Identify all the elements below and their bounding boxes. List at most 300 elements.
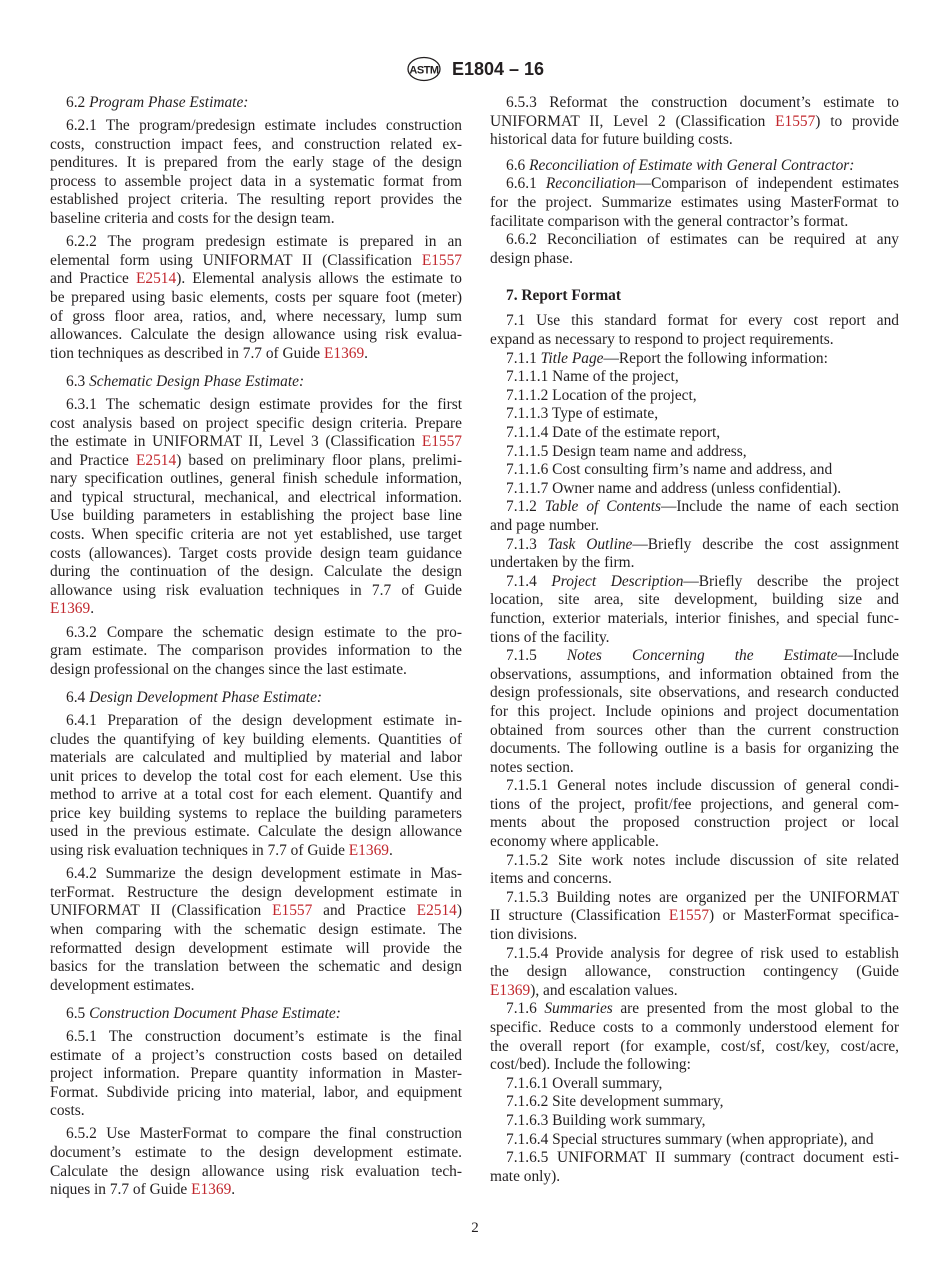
text-run: costs. When specific criteria are not yet established, use target: [50, 526, 462, 544]
text-line: [50, 642, 462, 661]
right-column: [490, 94, 899, 1186]
reference-link[interactable]: E2514: [416, 902, 457, 920]
text-run: the design allowance, construction contingency (Guide: [490, 963, 899, 981]
text-line: [490, 610, 899, 629]
text-line: [490, 907, 899, 926]
text-run: location, site area, site development, building size and: [490, 591, 899, 609]
left-column: [50, 94, 462, 1200]
text-run: 6.2.2 The program predesign estimate is prepared in an: [66, 233, 462, 251]
paragraph: [490, 175, 899, 231]
text-line: [50, 233, 462, 252]
text-line: [490, 852, 899, 871]
paragraph: [490, 852, 899, 889]
text-run: tion divisions.: [490, 926, 578, 944]
text-line: [490, 424, 899, 443]
text-run: basics for the translation between the schematic and design: [50, 958, 462, 976]
text-line: [50, 470, 462, 489]
text-line: [50, 768, 462, 787]
text-run: 6.5: [66, 1004, 90, 1022]
text-line: [50, 977, 462, 996]
text-run: notes section.: [490, 758, 574, 776]
italic-term: Program Phase Estimate:: [89, 94, 249, 111]
text-run: 6.6.2 Reconciliation of estimates can be required at any: [506, 231, 899, 249]
text-run: 6.3.1 The schematic design estimate provides for the first: [66, 395, 462, 413]
paragraph: [50, 624, 462, 680]
text-run: for the project. Summarize estimates using MasterFormat to: [490, 193, 899, 211]
text-line: [490, 926, 899, 945]
italic-term: Reconciliation: [545, 175, 636, 193]
text-line: [50, 958, 462, 977]
page-number: 2: [471, 1220, 479, 1236]
text-run: 6.4.2 Summarize the design development estimate in Mas-: [66, 865, 462, 883]
paragraph: [490, 1112, 899, 1131]
text-run: 6.5.3 Reformat the construction document’s estimate to: [506, 94, 899, 111]
text-run: materials are calculated and multiplied by material and labor: [50, 749, 462, 767]
paragraph: [490, 424, 899, 443]
paragraph: [490, 387, 899, 406]
text-line: [50, 117, 462, 136]
text-run: baseline criteria and costs for the design team.: [50, 210, 335, 228]
text-run: 7.1.1.5 Design team name and address,: [506, 442, 747, 460]
text-line: [490, 833, 899, 852]
text-run: ). Elemental analysis allows the estimate to: [176, 270, 462, 288]
text-line: [50, 326, 462, 345]
paragraph: [490, 889, 899, 945]
text-line: [490, 963, 899, 982]
text-run: established project criteria. The resulting report provides the: [50, 191, 462, 209]
text-run: and Practice: [50, 270, 136, 288]
text-line: [490, 591, 899, 610]
paragraph: [490, 1000, 899, 1074]
text-run: 7.1.6.5 UNIFORMAT II summary (contract document esti-: [506, 1149, 899, 1167]
text-run: unit prices to develop the total cost for each element. Use this: [50, 767, 462, 785]
svg-text:ASTM: ASTM: [409, 64, 439, 77]
text-run: .: [231, 1181, 236, 1199]
text-line: [50, 1102, 462, 1121]
text-line: [490, 194, 899, 213]
text-run: 7.1.5.2 Site work notes include discussion of site related: [506, 851, 899, 869]
document-designation: E1804 – 16: [451, 58, 545, 79]
text-run: items and concerns.: [490, 870, 612, 888]
text-run: observations, assumptions, and information obtained from the: [490, 665, 899, 683]
text-line: [490, 1168, 899, 1187]
text-line: [490, 1056, 899, 1075]
text-run: 6.5.2 Use MasterFormat to compare the final construction: [66, 1125, 462, 1143]
text-run: 7.1.2: [506, 498, 545, 516]
page-header: [0, 56, 950, 82]
text-run: mate only).: [490, 1167, 561, 1185]
text-run: 7.1.6.3 Building work summary,: [506, 1111, 706, 1129]
text-line: [50, 373, 462, 392]
text-run: design professional on the changes since the last estimate.: [50, 660, 407, 678]
text-run: tion techniques as described in 7.7 of Guide: [50, 344, 324, 362]
section-heading: [490, 157, 899, 176]
text-run: Format. Subdivide pricing into material, labor, and equipment: [50, 1083, 462, 1101]
text-run: function, exterior materials, interior finishes, and special func-: [490, 609, 899, 627]
text-run: —Comparison of independent estimates: [635, 175, 899, 193]
text-run: estimate of a project’s construction costs based on detailed: [50, 1046, 462, 1064]
text-line: [490, 1019, 899, 1038]
text-run: 7.1.4: [506, 572, 552, 590]
text-run: 7.1.5.1 General notes include discussion of general condi-: [506, 777, 899, 795]
paragraph: [490, 94, 899, 150]
paragraph: [50, 865, 462, 995]
text-run: 6.5.1 The construction document’s estimate is the final: [66, 1027, 462, 1045]
text-run: 6.6.1: [506, 175, 546, 193]
text-run: the overall report (for example, cost/sf, cost/key, cost/acre,: [490, 1037, 899, 1055]
reference-link[interactable]: E1369: [490, 981, 531, 999]
text-run: tions of the project, profit/fee projections, and general com-: [490, 795, 899, 813]
reference-link[interactable]: E1557: [272, 902, 313, 920]
text-line: [490, 250, 899, 269]
reference-link[interactable]: E1369: [323, 344, 365, 362]
text-line: [50, 823, 462, 842]
text-run: 6.4.1 Preparation of the design development estimate in-: [66, 711, 462, 729]
text-run: 7.1.1.4 Date of the estimate report,: [506, 424, 721, 441]
italic-term: Project Description: [551, 572, 684, 590]
italic-term: Task Outline: [547, 535, 633, 553]
text-run: process to assemble project data in a systematic format from: [50, 172, 462, 190]
section-heading: [50, 94, 462, 113]
text-run: 6.3.2 Compare the schematic design estimate to the pro-: [66, 623, 462, 641]
text-line: [490, 157, 899, 176]
text-run: 7.1 Use this standard format for every cost report and: [506, 312, 899, 330]
text-run: and Practice: [312, 902, 417, 920]
text-run: 7.1.6.1 Overall summary,: [506, 1074, 663, 1092]
text-line: [490, 982, 899, 1001]
text-line: [490, 889, 899, 908]
text-run: 7.1.1.3 Type of estimate,: [506, 405, 659, 423]
text-line: [50, 1163, 462, 1182]
section-heading: [50, 373, 462, 392]
text-line: [490, 331, 899, 350]
reference-link[interactable]: E1557: [775, 112, 816, 130]
paragraph: [490, 536, 899, 573]
text-line: [490, 443, 899, 462]
text-line: [490, 480, 899, 499]
text-run: II structure (Classification: [490, 907, 669, 925]
text-line: [490, 554, 899, 573]
italic-term: Reconciliation of Estimate with General Contractor:: [529, 156, 855, 174]
text-line: [490, 759, 899, 778]
text-line: [490, 1131, 899, 1150]
text-line: [50, 507, 462, 526]
text-run: development estimates.: [50, 976, 195, 994]
text-run: economy where applicable.: [490, 833, 659, 851]
text-run: terFormat. Restructure the design development estimate in: [50, 883, 462, 901]
text-line: [50, 884, 462, 903]
text-run: elemental form using UNIFORMAT II (Classification: [50, 251, 422, 269]
text-run: 6.3: [66, 372, 90, 390]
reference-link[interactable]: E1369: [348, 842, 389, 860]
text-run: .: [90, 600, 95, 618]
paragraph: [490, 777, 899, 851]
text-run: project information. Prepare quantity information in Master-: [50, 1065, 462, 1083]
paragraph: [50, 233, 462, 363]
text-run: 7.1.5.4 Provide analysis for degree of risk used to establish: [506, 944, 899, 962]
text-run: ) to provide: [815, 112, 899, 130]
text-line: [490, 1038, 899, 1057]
text-run: method to arrive at a total cost for each element. Quantify and: [50, 786, 462, 804]
text-run: the estimate in UNIFORMAT II, Level 3 (Classification: [50, 433, 422, 451]
italic-term: Title Page: [540, 349, 604, 367]
text-run: 7.1.1.7 Owner name and address (unless confidential).: [506, 479, 842, 497]
paragraph: [490, 405, 899, 424]
text-run: 6.2.1 The program/predesign estimate includes construction: [66, 117, 462, 135]
text-line: [50, 415, 462, 434]
text-line: [490, 629, 899, 648]
text-run: niques in 7.7 of Guide: [50, 1181, 192, 1199]
text-run: allowances. Calculate the design allowance using risk evalua-: [50, 326, 462, 344]
text-line: [50, 842, 462, 861]
text-line: [490, 387, 899, 406]
paragraph: [50, 117, 462, 229]
paragraph: [490, 231, 899, 268]
text-line: [50, 749, 462, 768]
text-line: [50, 1125, 462, 1144]
text-line: [50, 805, 462, 824]
text-run: 7.1.3: [506, 535, 548, 553]
text-line: [50, 270, 462, 289]
text-line: [50, 545, 462, 564]
text-run: 6.4: [66, 688, 90, 706]
text-run: document’s estimate to the design development estimate.: [50, 1143, 462, 1161]
text-run: costs (allowances). Target costs provide design team guidance: [50, 544, 462, 562]
text-run: design phase.: [490, 249, 573, 267]
text-line: [50, 1065, 462, 1084]
text-run: 7.1.6: [506, 1000, 545, 1018]
text-line: [50, 940, 462, 959]
text-line: [50, 600, 462, 619]
text-run: UNIFORMAT II (Classification: [50, 902, 273, 920]
text-run: and Practice: [50, 451, 136, 469]
text-run: using risk evaluation techniques in 7.7 of Guide: [50, 842, 349, 860]
text-line: [490, 666, 899, 685]
paragraph: [490, 1093, 899, 1112]
text-run: gram estimate. The comparison provides information to the: [50, 642, 462, 660]
text-run: costs, construction impact fees, and construction related ex-: [50, 135, 462, 153]
text-line: [50, 786, 462, 805]
text-line: [490, 1112, 899, 1131]
reference-link[interactable]: E1557: [668, 907, 710, 925]
text-line: [50, 345, 462, 364]
text-run: 7.1.1.6 Cost consulting firm’s name and address, and: [506, 461, 833, 479]
paragraph: [490, 1131, 899, 1150]
text-run: obtained from sources other than the current construction: [490, 721, 899, 739]
text-line: [490, 647, 899, 666]
text-run: historical data for future building costs.: [490, 131, 733, 149]
text-line: [490, 740, 899, 759]
text-line: [490, 796, 899, 815]
text-run: and typical structural, mechanical, and electrical information.: [50, 488, 462, 506]
text-line: [490, 213, 899, 232]
text-line: [50, 1005, 462, 1024]
text-run: ) or MasterFormat specifica-: [709, 907, 899, 925]
text-line: [50, 563, 462, 582]
text-line: [50, 865, 462, 884]
paragraph: [490, 350, 899, 369]
text-run: price key building systems to replace the building parameters: [50, 804, 462, 822]
text-run: —Briefly describe the project: [683, 572, 899, 590]
text-run: ments about the proposed construction project or local: [490, 814, 899, 832]
text-run: specific. Reduce costs to a commonly understood element for: [490, 1019, 899, 1036]
text-line: [490, 94, 899, 113]
text-line: [50, 173, 462, 192]
text-run: —Briefly describe the cost assignment: [632, 535, 899, 553]
text-run: cost/bed). Include the following:: [490, 1056, 691, 1074]
paragraph: [50, 712, 462, 861]
text-line: [50, 1028, 462, 1047]
reference-link[interactable]: E1369: [191, 1181, 232, 1199]
italic-term: Construction Document Phase Estimate:: [89, 1004, 341, 1022]
text-run: for this project. Include opinions and project documentation: [490, 702, 899, 720]
text-line: [490, 1075, 899, 1094]
text-line: [50, 661, 462, 680]
text-run: documents. The following outline is a basis for organizing the: [490, 740, 899, 758]
reference-link[interactable]: E2514: [136, 451, 177, 469]
text-line: [50, 526, 462, 545]
text-run: allowance using risk evaluation techniques in 7.7 of Guide: [50, 581, 462, 599]
text-line: [490, 814, 899, 833]
italic-term: Schematic Design Phase Estimate:: [89, 372, 305, 390]
text-line: [50, 452, 462, 471]
paragraph: [50, 1028, 462, 1121]
text-line: [490, 684, 899, 703]
text-run: be prepared using basic elements, costs per square foot (meter): [50, 288, 462, 306]
italic-term: Design Development Phase Estimate:: [89, 688, 323, 706]
text-line: [50, 433, 462, 452]
paragraph: [50, 1125, 462, 1199]
text-run: Use building parameters in establishing the project base line: [50, 507, 462, 525]
text-line: [50, 902, 462, 921]
text-line: [490, 405, 899, 424]
paragraph: [490, 573, 899, 647]
reference-link[interactable]: E2514: [136, 270, 177, 288]
text-line: [490, 113, 899, 132]
text-run: 6.6: [506, 156, 530, 174]
text-run: are presented from the most global to the: [612, 1000, 899, 1018]
text-run: reformatted design development estimate will provide the: [50, 939, 462, 957]
text-line: [490, 573, 899, 592]
text-run: —Report the following information:: [603, 349, 828, 367]
text-run: nary specification outlines, general finish schedule information,: [50, 470, 462, 488]
text-line: [50, 624, 462, 643]
text-run: when comparing with the schematic design estimate. The: [50, 920, 462, 938]
text-run: ) based on preliminary floor plans, prelimi-: [176, 451, 462, 469]
text-line: [50, 210, 462, 229]
text-line: [50, 396, 462, 415]
text-line: [490, 312, 899, 331]
text-line: [50, 1084, 462, 1103]
text-line: [50, 731, 462, 750]
text-run: facilitate comparison with the general contractor’s format.: [490, 212, 849, 230]
text-line: [50, 1181, 462, 1200]
text-line: [50, 308, 462, 327]
text-run: tions of the facility.: [490, 628, 610, 646]
text-run: costs.: [50, 1102, 85, 1120]
text-line: [50, 582, 462, 601]
italic-term: Notes Concerning the Estimate: [566, 647, 838, 665]
paragraph: [490, 443, 899, 462]
text-line: [50, 712, 462, 731]
text-run: 7.1.1: [506, 349, 541, 367]
text-line: [50, 689, 462, 708]
text-line: [490, 1000, 899, 1019]
text-line: [490, 350, 899, 369]
text-line: [490, 536, 899, 555]
text-run: of gross floor area, ratios, and, where necessary, lump sum: [50, 307, 462, 325]
text-line: [50, 489, 462, 508]
text-line: [490, 231, 899, 250]
paragraph: [490, 498, 899, 535]
text-line: [490, 175, 899, 194]
bold-heading: 7. Report Format: [506, 287, 621, 305]
text-run: cludes the quantifying of key building elements. Quantities of: [50, 730, 462, 748]
text-line: [490, 498, 899, 517]
text-line: [490, 1149, 899, 1168]
text-line: [490, 287, 899, 306]
paragraph: [490, 647, 899, 777]
text-run: UNIFORMAT II, Level 2 (Classification: [490, 112, 776, 130]
text-line: [490, 703, 899, 722]
paragraph: [490, 945, 899, 1001]
text-run: penditures. It is prepared from the early stage of the design: [50, 154, 462, 172]
text-run: and page number.: [490, 516, 599, 534]
section-heading: [50, 1005, 462, 1024]
text-line: [490, 1093, 899, 1112]
text-run: ), and escalation values.: [530, 981, 678, 999]
italic-term: Summaries: [544, 1000, 613, 1018]
text-run: undertaken by the firm.: [490, 554, 635, 572]
paragraph: [50, 396, 462, 619]
text-run: expand as necessary to respond to project requirements.: [490, 331, 834, 349]
text-run: 7.1.5.3 Building notes are organized per the UNIFORMAT: [506, 888, 899, 906]
reference-link[interactable]: E1557: [421, 251, 462, 269]
text-line: [50, 289, 462, 308]
section-title: [490, 287, 899, 306]
text-line: [490, 368, 899, 387]
text-run: design professionals, site observations, and research conducted: [490, 684, 899, 702]
text-run: cost analysis based on project specific design criteria. Prepare: [50, 414, 462, 432]
text-run: 6.2: [66, 94, 90, 111]
reference-link[interactable]: E1557: [421, 433, 462, 451]
text-line: [50, 136, 462, 155]
text-line: [50, 1047, 462, 1066]
paragraph: [490, 461, 899, 480]
paragraph: [490, 1075, 899, 1094]
text-line: [50, 252, 462, 271]
text-run: .: [388, 842, 393, 860]
text-line: [50, 921, 462, 940]
text-line: [490, 777, 899, 796]
reference-link[interactable]: E1369: [50, 600, 91, 618]
italic-term: Table of Contents: [544, 498, 661, 516]
text-line: [50, 154, 462, 173]
text-line: [50, 191, 462, 210]
text-line: [490, 722, 899, 741]
text-line: [490, 870, 899, 889]
text-line: [490, 945, 899, 964]
text-run: 7.1.5: [506, 647, 567, 665]
text-run: .: [364, 344, 369, 362]
paragraph: [490, 368, 899, 387]
text-run: 7.1.1.1 Name of the project,: [506, 368, 679, 386]
text-run: during the continuation of the design. Calculate the design: [50, 563, 462, 581]
text-run: —Include: [837, 647, 899, 665]
text-line: [50, 94, 462, 113]
paragraph: [490, 480, 899, 499]
text-run: 7.1.6.4 Special structures summary (when appropriate), and: [506, 1130, 874, 1148]
